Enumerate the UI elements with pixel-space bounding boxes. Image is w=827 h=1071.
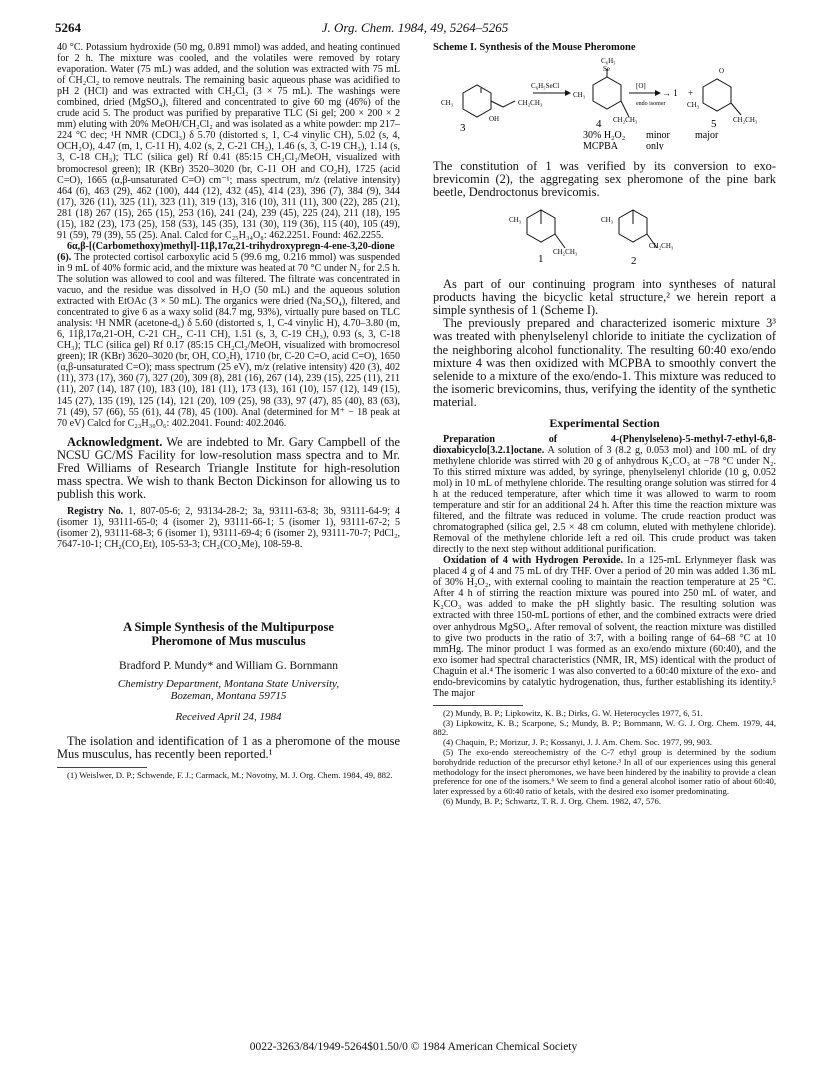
preparation-text: A solution of 3 (8.2 g, 0.053 mol) and 100 mL of dry methylene chloride was stirred with 20 g of anhydrous K₂CO₃ at −78 °C under N₂. To this stirred mixture was added, by syringe, phenylselenyl chloride (10 g, 0.052 mol) in 10 mL of methylene chloride. The resulting orange solution was stirred for 4 h at the reduced temperature, after which time it was allowed to warm to room temperature and stir for an additional 24 h. After this time the reaction mixture was filtered, and the filtrate was reduced in volume. The crude reaction product was chromatographed (silica gel, 2.5 × 48 cm column, eluted with methylene chloride). Removal of the methylene chloride left a red oil. This crude product was taken directly to the next step without additional purification. — [433, 444, 776, 556]
scheme-endo-isomer: endo isomer — [636, 101, 666, 108]
scheme-plus: + — [688, 88, 694, 99]
right-column — [433, 42, 776, 807]
structure-2-ch3: CH₃ — [601, 215, 614, 224]
footnote-4: (4) Chaquin, P.; Morizur, J. P.; Kossanyi, J. J. Am. Chem. Soc. 1977, 99, 903. — [443, 737, 712, 748]
article-title — [57, 620, 400, 648]
scheme-oxidation: [O] — [636, 82, 646, 91]
journal-citation: J. Org. Chem. 1984, 49, 5264–5265 — [321, 20, 509, 35]
intro-paragraph: The isolation and identification of 1 as a pheromone of the mouse Mus musculus, has recently been reported.¹ — [57, 733, 400, 762]
program-paragraph: As part of our continuing program into syntheses of natural products having the bicyclic ketal structure,² we herein report a simple synthesis of 1 (Scheme I). — [433, 276, 776, 318]
article-title-line-2: Pheromone of Mus musculus — [151, 633, 306, 648]
page-number: 5264 — [55, 20, 81, 35]
page-footer: 0022-3263/84/1949-5264$01.50/0 © 1984 American Chemical Society — [249, 1041, 578, 1053]
scheme-cond-only: only — [646, 141, 664, 151]
acknowledgment-text: We are indebted to Mr. Gary Campbell of the NCSU GC/MS Facility for low-resolution mass spectra and to Mr. Fred Williams of Research Triangle Institute for high-resolution mass spectra. We wish to thank Becton Dickinson for allowing us to publish this work. — [57, 434, 400, 502]
scheme-cond-h2o2: 30% H₂O₂ — [583, 130, 626, 142]
scheme-cond-major: major — [695, 130, 719, 142]
compound-number-5: 5 — [711, 118, 717, 131]
right-footnotes — [433, 709, 776, 807]
affiliation — [57, 678, 400, 702]
structure-number-1: 1 — [538, 252, 544, 265]
structure-1-ch3: CH₃ — [509, 215, 522, 224]
authors: Bradford P. Mundy* and William G. Bornmann — [118, 659, 339, 672]
scheme-title: Scheme I. Synthesis of the Mouse Pheromone — [433, 42, 636, 53]
experimental-section-heading: Experimental Section — [549, 415, 660, 430]
scheme-ch3-3: CH₃ — [687, 101, 700, 110]
registry-heading: Registry No. — [67, 505, 124, 517]
structure-1-ch2ch3: CH₂CH₃ — [553, 247, 578, 256]
scheme-product-1: → 1 — [662, 88, 678, 99]
preparation-paragraph — [433, 434, 776, 556]
scheme-ch2ch3-1: CH₂CH₃ — [518, 99, 543, 108]
running-header — [55, 20, 775, 38]
scheme-ch3-2: CH₃ — [573, 91, 586, 100]
scheme-1 — [433, 42, 776, 150]
footnote-6: (6) Mundy, B. P.; Schwartz, T. R. J. Org. Chem. 1982, 47, 576. — [443, 796, 662, 807]
scheme-cond-minor: minor — [646, 130, 670, 142]
compound-4-structure — [593, 69, 629, 117]
verification-paragraph: The constitution of 1 was verified by its conversion to exo-brevicomin (2), the aggregating sex pheromone of the pine bark beetle, Dendroctonus brevicomis. — [433, 159, 776, 200]
compound-5-structure — [703, 79, 741, 115]
footnote-1: (1) Weislwer, D. P.; Schwende, F. J.; Carmack, M.; Novotny, M. J. Org. Chem. 1984, 49, 882. — [67, 770, 393, 781]
footnote-rule — [57, 767, 147, 768]
affiliation-line-2: Bozeman, Montana 59715 — [170, 689, 287, 702]
compound-6-heading: 6α,β-[(Carbomethoxy)methyl]-11β,17α,21-trihydroxypregn-4-ene-3,20-dione (6). — [57, 240, 395, 263]
registry-text: 1, 807-05-6; 2, 93134-28-2; 3a, 93111-63-8; 3b, 93111-64-9; 4 (isomer 1), 93111-65-0; 4 (isomer 2), 93111-66-1; 5 (isomer 1), 93111-67-2; 5 (isomer 2), 93111-68-3; 6 (isomer 1), 93111-69-4; 6 (isomer 2), 93111-70-7; PdCl₂, 7647-10-1; CH₂(CO₂Et), 105-53-3; CH₂(CO₂Me), 108-59-8. — [57, 505, 400, 550]
left-footnotes — [57, 771, 400, 781]
synthesis-paragraph: The previously prepared and characterized isomeric mixture 3³ was treated with phenylselenyl chloride to initiate the cyclization of the neighboring alcohol functionality. The resulting 60:40 exo/endo mixture 4 was then oxidized with MCPBA to smoothly convert the selenide to a mixture of the exo/endo-1. This mixture was reduced to the isomeric brevicomins, thus, verifying the identity of the synthetic material. — [433, 316, 776, 410]
compound-3-structure — [463, 85, 515, 117]
oxidation-heading: Oxidation of 4 with Hydrogen Peroxide. — [443, 555, 623, 567]
scheme-diagram — [433, 55, 776, 150]
compound-6-text: The protected cortisol carboxylic acid 5 (99.6 mg, 0.216 mmol) was suspended in 9 mL of 40% formic acid, and the mixture was heated at 70 °C under N₂ for 2.5 h. The solution was allowed to cool and was filtered. The filtrate was concentrated in vacuo, and the residue was dissolved in H₂O (50 mL) and the aqueous solution extracted with EtOAc (3 × 50 mL). The organics were dried (Na₂SO₄), filtered, and concentrated to give 6 as a waxy solid (84.7 mg, 93%), virtually pure based on TLC analysis: ¹H NMR (acetone-d₆) δ 5.60 (distorted s, 1, C-4 vinylic H), 4.70–3.80 (m, 6, 11β,17α,21-OH, C-21 CH₂, C-11 CH), 1.51 (s, 3, C-19 CH₃), 0.93 (s, 3, C-18 CH₃); TLC (silica gel) Rf 0.17 (85:15 CH₂Cl₂/MeOH, visualized with bromocresol green); IR (KBr) 3620–3020 (br, OH, CO₂H), 1710 (br, C-20 C=O, acid C=O), 1650 (α,β-unsaturated C=O); mass spectrum (25 eV), m/z (relative intensity) 420 (3), 402 (11), 373 (17), 360 (7), 327 (20), 309 (8), 281 (16), 267 (14), 239 (15), 225 (11), 211 (11), 207 (14), 187 (10), 183 (10), 181 (11), 173 (13), 161 (10), 157 (12), 149 (15), 145 (27), 135 (19), 125 (14), 121 (20), 109 (25), 98 (33), 97 (47), 85 (40), 83 (63), 71 (49), 57 (66), 55 (61), 44 (78), 45 (100). Anal (determined for M⁺ − 18 peak at 70 eV) Calcd for C₂₃H₃₀O₆: 402.2041. Found: 402.2046. — [57, 251, 400, 429]
article-title-line-1: A Simple Synthesis of the Multipurpose — [123, 619, 334, 634]
scheme-ch3-1: CH₃ — [441, 99, 454, 108]
compound-6-paragraph — [57, 241, 400, 429]
received-date: Received April 24, 1984 — [175, 710, 282, 723]
affiliation-line-1: Chemistry Department, Montana State University, — [117, 677, 340, 690]
oxidation-paragraph — [433, 555, 776, 699]
footnote-5: (5) The exo-endo stereochemistry of the C-7 ethyl group is determined by the sodium borohydride reduction of the precursor ethyl ketone.³ In all of our experiences using this general methodology for the insect pheromones, we have been hindered by the inability to provide a clean preference for one of the isomers.⁶ We seem to find a general alcohol isomer ratio of about 60:40, later expressed by a 60:40 ratio of ketals, with the desired exo isomer predominating. — [433, 747, 776, 797]
acknowledgment-paragraph — [57, 436, 400, 502]
registry-paragraph — [57, 506, 400, 550]
oxidation-text: In a 125-mL Erlynmeyer flask was placed 4 g of 4 and 75 mL of dry THF. Over a period of 20 min was added 1.36 mL of 30% H₂O₂, with external cooling to maintain the reaction temperature at 25 °C. After 4 h of stirring the reaction mixture was poured into 250 mL of water, and K₂CO₃ was added to make the pH slightly basic. The resulting solution was extracted with three 150-mL portions of ether, and the combined extracts were dried over anhydrous MgSO₄. After removal of solvent, the reaction mixture was distilled to give two products in the ratio of 3:7, with a boiling range of 64–68 °C at 10 mmHg. The minor product 1 was formed as an exo/endo mixture (60:40), and the exo isomer had spectral characteristics (NMR, IR, MS) identical with the product of Chaguin et al.⁴ The isomeric 1 was also converted to a 60:40 mixture of the exo- and endo-brevicomins by catalytic hydrogenation, thus, further establishing its identity.⁵ The major — [433, 555, 776, 699]
scheme-ch2ch3-2: CH₂CH₃ — [613, 116, 638, 125]
footnote-3: (3) Lipkowitz, K. B.; Scarpone, S.; Mundy, B. P.; Bornmann, W. G. J. Org. Chem. 1979, 44, 882. — [433, 717, 776, 738]
scheme-cond-mcpba: MCPBA — [583, 141, 619, 151]
right-footnote-rule — [433, 705, 523, 706]
footnote-2: (2) Mundy, B. P.; Lipkowitz, K. B.; Dirks, G. W. Heterocycles 1977, 6, 51. — [443, 707, 703, 718]
scheme-ch2ch3-3: CH₂CH₃ — [733, 116, 758, 125]
scheme-o: O — [719, 67, 725, 76]
scheme-reagent: C₆H₅SeCl — [531, 82, 560, 91]
compound-number-4: 4 — [596, 118, 602, 131]
preparation-heading: Preparation of 4-(Phenylseleno)-5-methyl-7-ethyl-6,8-dioxabicyclo[3.2.1]octane. — [433, 433, 776, 456]
brevicomin-structures — [433, 200, 776, 272]
scheme-se: Se — [603, 65, 610, 74]
structure-number-2: 2 — [631, 254, 637, 267]
brevicomin-diagram — [443, 200, 773, 272]
experimental-paragraph: 40 °C. Potassium hydroxide (50 mg, 0.891 mmol) was added, and heating continued for 2 h. The mixture was cooled, and the volatiles were removed by rotary evaporation. Water (75 mL) was added, and the solution was extracted with 75 mL of CH₂Cl₂ to remove neutrals. The remaining basic aqueous phase was acidified to pH 2 (HCl) and was extracted with CH₂Cl₂ (3 × 75 mL). The washings were combined, dried (MgSO₄), filtered and concentrated to give 60 mg (46%) of the crude acid 5. The product was purified by preparative TLC (Si gel; 200 × 200 × 2 mm) eluting with 20% MeOH/CH₂Cl₂ and was isolated as a white powder: mp 217–224 °C dec; ¹H NMR (CDCl₃) δ 5.70 (distorted s, 1, C-4 vinylic CH), 5.02 (s, 4, OCH₂O), 4.47 (m, 1, C-11 H), 4.02 (s, 2, C-21 CH₂), 1.46 (s, 3, C-19 CH₃), 1.14 (s, 3, C-18 CH₃); TLC (silica gel) Rf 0.41 (85:15 CH₂Cl₂/MeOH, visualized with bromocresol green); IR (KBr) 3520–3020 (br, C-11 OH and CO₂H), 1725 (acid C=O), 1665 (α,β-unsaturated C=O) cm⁻¹; mass spectrum, m/z (relative intensity) 464 (6), 463 (29), 462 (100), 444 (12), 432 (45), 414 (23), 396 (7), 384 (9), 344 (17), 326 (11), 325 (11), 323 (11), 319 (13), 316 (10), 311 (11), 300 (22), 285 (21), 281 (18) 267 (15), 265 (15), 253 (16), 241 (24), 239 (45), 225 (24), 211 (18), 195 (15), 182 (23), 173 (25), 158 (53), 145 (35), 131 (30), 119 (36), 115 (40), 105 (49), 91 (59), 79 (39), 55 (25). Anal. Calcd for C₂₅H₃₄O₈: 462.2251. Found: 462.2255. — [57, 42, 400, 241]
scheme-ph: C₆H₅ — [601, 57, 616, 66]
scheme-oh: OH — [489, 115, 500, 124]
acknowledgment-heading: Acknowledgment. — [67, 434, 163, 449]
structure-2-ch2ch3: CH₂CH₃ — [649, 241, 674, 250]
left-column — [57, 42, 400, 781]
compound-number-3: 3 — [460, 122, 466, 135]
